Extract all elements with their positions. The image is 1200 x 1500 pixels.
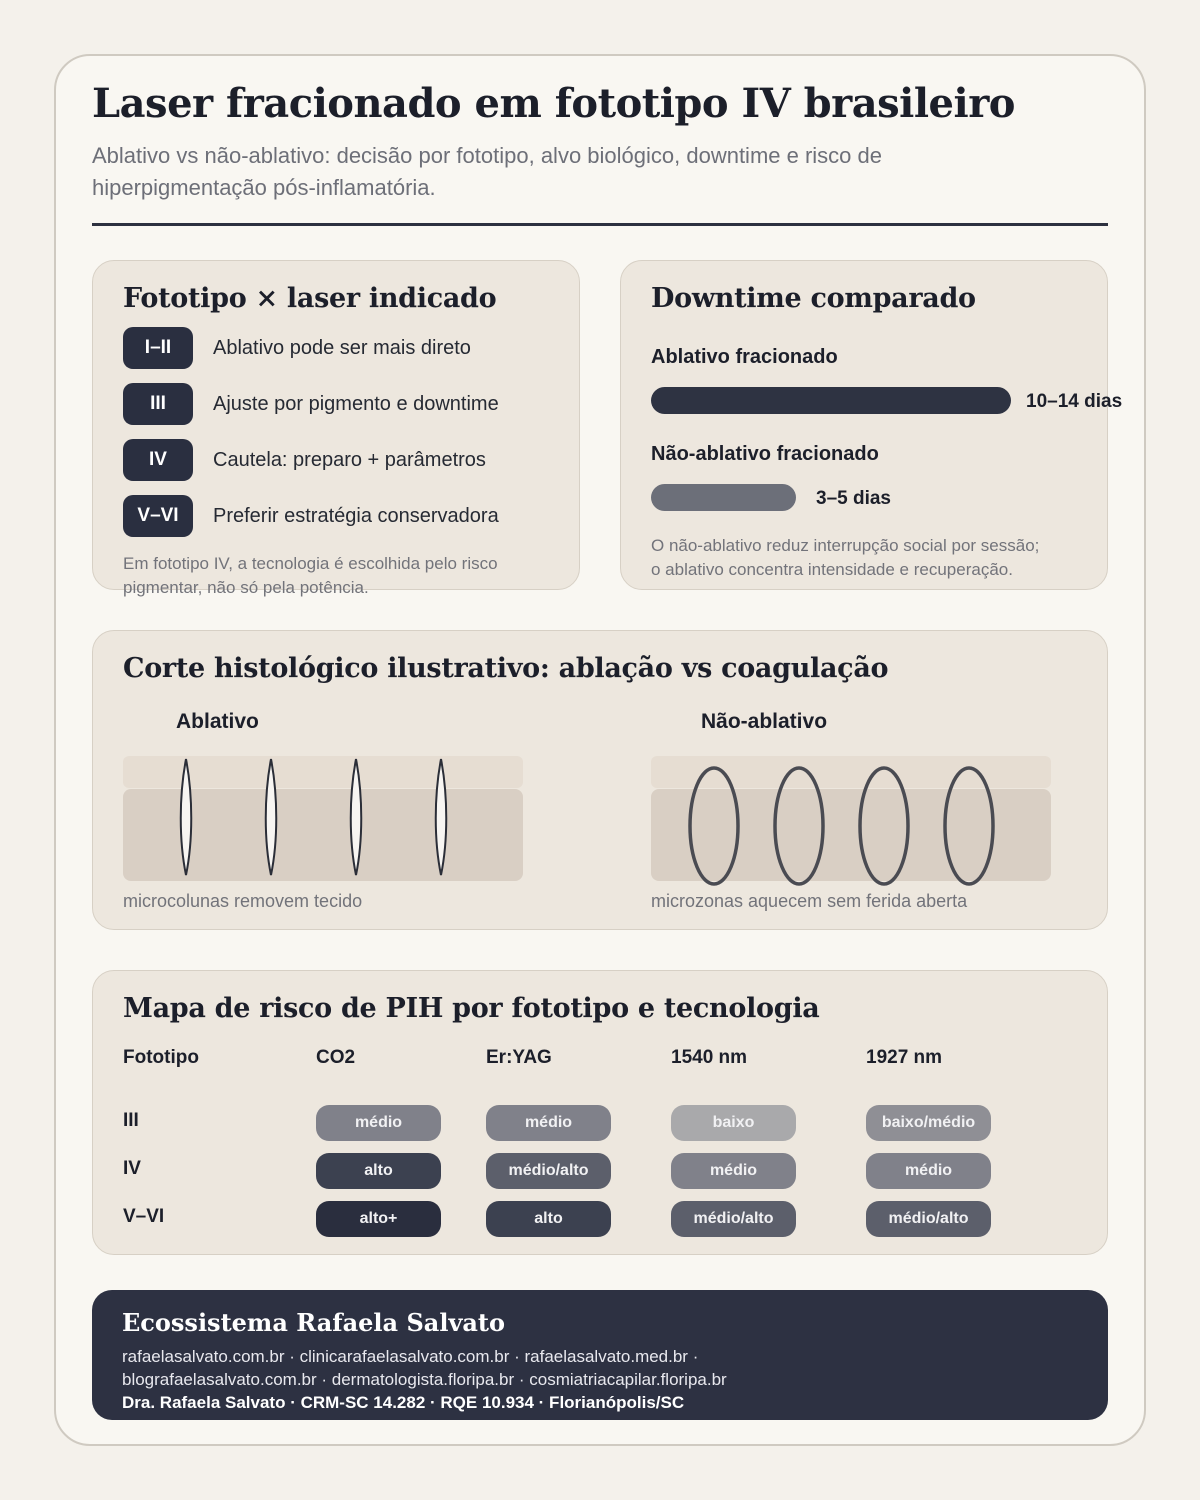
fototipo-badge: V–VI — [123, 495, 193, 537]
fototipo-row — [123, 383, 499, 425]
risk-pill: alto — [316, 1153, 441, 1189]
risk-row-label: IV — [123, 1158, 141, 1179]
risk-pill: baixo/médio — [866, 1105, 991, 1141]
page-subtitle: Ablativo vs não-ablativo: decisão por fototipo, alvo biológico, downtime e risco de hiperpigmentação pós-inflamatória. — [92, 143, 883, 200]
page-title: Laser fracionado em fototipo IV brasileiro — [92, 80, 1015, 127]
histology-card — [92, 630, 1108, 930]
risk-col-header: 1927 nm — [866, 1047, 943, 1068]
risk-pill: médio/alto — [671, 1201, 796, 1237]
fototipo-badge: III — [123, 383, 193, 425]
footer-links-line-2: blografaelasalvato.com.br · dermatologista.floripa.br · cosmiatriacapilar.floripa.br — [122, 1370, 727, 1389]
risk-pill: médio — [866, 1153, 991, 1189]
downtime-bar-nao-ablativo — [651, 484, 796, 511]
risk-col-header: Er:YAG — [486, 1047, 552, 1068]
downtime-card-title: Downtime comparado — [651, 283, 976, 314]
histology-card-title: Corte histológico ilustrativo: ablação vs coagulação — [123, 653, 889, 684]
risk-pill: médio — [486, 1105, 611, 1141]
risk-map-title: Mapa de risco de PIH por fototipo e tecnologia — [123, 993, 820, 1024]
risk-row-label: V–VI — [123, 1206, 165, 1227]
fototipo-row — [123, 495, 499, 537]
risk-map-card — [92, 970, 1108, 1255]
footer-credentials: Dra. Rafaela Salvato · CRM-SC 14.282 · RQE 10.934 · Florianópolis/SC — [122, 1393, 685, 1412]
fototipo-text: Ajuste por pigmento e downtime — [213, 392, 499, 415]
risk-pill: alto — [486, 1201, 611, 1237]
downtime-note: O não-ablativo reduz interrupção social por sessão; o ablativo concentra intensidade e recuperação. — [651, 536, 1040, 579]
fototipo-row — [123, 327, 471, 369]
downtime-value-ablativo: 10–14 dias — [1026, 391, 1123, 412]
downtime-value-nao-ablativo: 3–5 dias — [816, 488, 891, 509]
fototipo-badge: IV — [123, 439, 193, 481]
fototipo-card-title: Fototipo × laser indicado — [123, 283, 497, 314]
histology-label-nao-ablativo: Não-ablativo — [701, 710, 828, 733]
footer-title: Ecossistema Rafaela Salvato — [122, 1308, 506, 1337]
histology-caption-nao-ablativo: microzonas aquecem sem ferida aberta — [651, 891, 968, 911]
downtime-label-ablativo: Ablativo fracionado — [651, 346, 838, 368]
footer-links-line-1: rafaelasalvato.com.br · clinicarafaelasalvato.com.br · rafaelasalvato.med.br · — [122, 1347, 699, 1366]
fototipo-card — [92, 260, 580, 597]
header-divider — [92, 223, 1108, 226]
risk-col-header: CO2 — [316, 1047, 356, 1068]
risk-pill: médio — [316, 1105, 441, 1141]
risk-pill: médio/alto — [486, 1153, 611, 1189]
histology-label-ablativo: Ablativo — [176, 710, 259, 733]
fototipo-text: Ablativo pode ser mais direto — [213, 336, 471, 359]
fototipo-badge: I–II — [123, 327, 193, 369]
risk-col-header: Fototipo — [123, 1047, 199, 1068]
risk-pill: baixo — [671, 1105, 796, 1141]
fototipo-text: Cautela: preparo + parâmetros — [213, 448, 486, 471]
risk-col-header: 1540 nm — [671, 1047, 748, 1068]
downtime-label-nao-ablativo: Não-ablativo fracionado — [651, 443, 879, 465]
risk-row-label: III — [123, 1110, 139, 1131]
fototipo-text: Preferir estratégia conservadora — [213, 504, 499, 527]
downtime-card — [620, 260, 1123, 590]
histology-caption-ablativo: microcolunas removem tecido — [123, 891, 363, 911]
risk-pill: médio — [671, 1153, 796, 1189]
nonablative-microzones-icon — [651, 756, 1051, 891]
risk-pill: alto+ — [316, 1201, 441, 1237]
downtime-bar-ablativo — [651, 387, 1011, 414]
fototipo-row — [123, 439, 486, 481]
ablative-microcolumns-icon — [123, 756, 523, 881]
fototipo-note: Em fototipo IV, a tecnologia é escolhida pelo risco pigmentar, não só pela potência. — [123, 554, 498, 597]
risk-pill: médio/alto — [866, 1201, 991, 1237]
footer-banner — [92, 1290, 1108, 1420]
